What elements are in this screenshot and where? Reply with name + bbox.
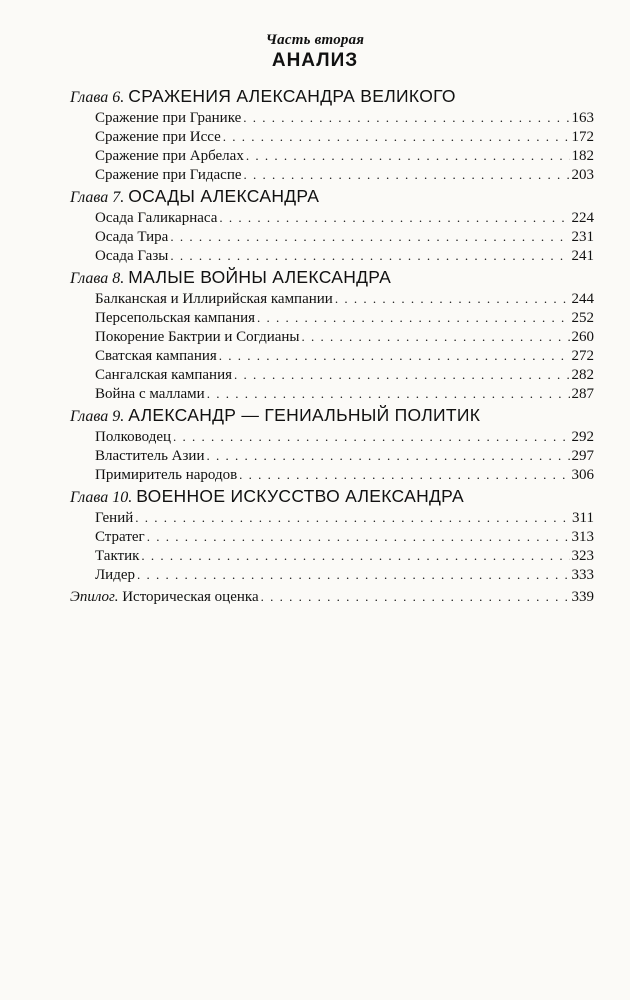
dot-leader: [207, 446, 570, 465]
toc-entry[interactable]: [70, 327, 594, 346]
entry-page: 323: [571, 548, 594, 564]
dot-leader: [302, 327, 570, 346]
chapter-label: Глава 7.: [70, 189, 129, 206]
toc-entry[interactable]: [70, 108, 594, 127]
toc-entry[interactable]: [70, 346, 594, 365]
entry-name: Сражение при Арбелах: [95, 148, 244, 164]
entry-name: Война с маллами: [95, 386, 205, 402]
entry-page: 311: [572, 510, 594, 526]
epilogue-name: Историческая оценка: [122, 589, 259, 605]
toc-entry[interactable]: [70, 527, 594, 546]
entry-name: Гений: [95, 510, 134, 526]
entry-page: 272: [571, 348, 594, 364]
dot-leader: [246, 146, 570, 165]
entry-name: Покорение Бактрии и Согдианы: [95, 329, 300, 345]
toc-entry[interactable]: [70, 165, 594, 184]
entry-page: 241: [571, 248, 594, 264]
toc-entry[interactable]: [70, 384, 594, 403]
chapter-heading[interactable]: [70, 184, 594, 208]
toc-entry[interactable]: [70, 427, 594, 446]
dot-leader: [173, 427, 569, 446]
dot-leader: [335, 289, 570, 308]
entry-page: 252: [571, 310, 594, 326]
toc-epilogue-entry[interactable]: [70, 586, 594, 608]
dot-leader: [261, 586, 570, 608]
toc-entry[interactable]: [70, 565, 594, 584]
entry-name: Сватская кампания: [95, 348, 217, 364]
toc-entry[interactable]: [70, 508, 594, 527]
dot-leader: [219, 208, 569, 227]
toc-entry[interactable]: [70, 246, 594, 265]
toc-entry[interactable]: [70, 446, 594, 465]
epilogue-page: 339: [571, 589, 594, 605]
dot-leader: [170, 227, 569, 246]
chapter-label: Глава 6.: [70, 89, 129, 106]
toc-entry[interactable]: [70, 546, 594, 565]
toc-entry[interactable]: [70, 127, 594, 146]
dot-leader: [170, 246, 569, 265]
chapter-heading[interactable]: [70, 265, 594, 289]
entry-name: Осада Галикарнаса: [95, 210, 218, 226]
part-label: Часть вторая: [265, 32, 365, 48]
dot-leader: [257, 308, 569, 327]
entry-name: Лидер: [95, 567, 135, 583]
chapter-title: ОСАДЫ АЛЕКСАНДРА: [128, 186, 320, 206]
entry-page: 231: [571, 229, 594, 245]
entry-page: 292: [571, 429, 594, 445]
toc-entry[interactable]: [70, 227, 594, 246]
entry-page: 313: [571, 529, 594, 545]
entry-name: Осада Газы: [95, 248, 169, 264]
chapter-label: Глава 8.: [70, 270, 129, 287]
chapter-title: АЛЕКСАНДР — ГЕНИАЛЬНЫЙ ПОЛИТИК: [128, 405, 481, 425]
entry-page: 224: [571, 210, 594, 226]
entry-name: Тактик: [95, 548, 140, 564]
chapter-heading[interactable]: [70, 403, 594, 427]
entry-name: Балканская и Иллирийская кампании: [95, 291, 333, 307]
entry-name: Властитель Азии: [95, 448, 205, 464]
chapter-title: ВОЕННОЕ ИСКУССТВО АЛЕКСАНДРА: [136, 486, 464, 506]
toc-entry[interactable]: [70, 365, 594, 384]
dot-leader: [141, 546, 569, 565]
toc-entry[interactable]: [70, 308, 594, 327]
dot-leader: [207, 384, 570, 403]
entry-page: 203: [571, 167, 594, 183]
chapter-title: СРАЖЕНИЯ АЛЕКСАНДРА ВЕЛИКОГО: [128, 86, 456, 106]
chapter-label: Глава 9.: [70, 408, 129, 425]
dot-leader: [137, 565, 570, 584]
entry-name: Сражение при Гранике: [95, 110, 242, 126]
dot-leader: [239, 465, 569, 484]
entry-page: 333: [571, 567, 594, 583]
dot-leader: [147, 527, 570, 546]
entry-name: Сражение при Иссе: [95, 129, 221, 145]
chapter-label: Глава 10.: [70, 489, 137, 506]
chapter-heading[interactable]: [70, 484, 594, 508]
dot-leader: [234, 365, 570, 384]
table-of-contents: [70, 84, 594, 608]
toc-entry[interactable]: [70, 146, 594, 165]
entry-page: 306: [571, 467, 594, 483]
entry-page: 172: [571, 129, 594, 145]
entry-page: 297: [571, 448, 594, 464]
dot-leader: [244, 165, 570, 184]
toc-entry[interactable]: [70, 208, 594, 227]
toc-entry[interactable]: [70, 465, 594, 484]
epilogue-label: Эпилог.: [70, 589, 119, 605]
entry-page: 260: [571, 329, 594, 345]
entry-name: Стратег: [95, 529, 145, 545]
dot-leader: [135, 508, 570, 527]
entry-name: Сражение при Гидаспе: [95, 167, 242, 183]
entry-page: 182: [571, 148, 594, 164]
part-title: АНАЛИЗ: [271, 50, 359, 71]
entry-page: 282: [571, 367, 594, 383]
dot-leader: [243, 108, 569, 127]
entry-name: Осада Тира: [95, 229, 169, 245]
dot-leader: [219, 346, 570, 365]
chapter-title: МАЛЫЕ ВОЙНЫ АЛЕКСАНДРА: [128, 267, 392, 287]
toc-entry[interactable]: [70, 289, 594, 308]
entry-name: Примиритель народов: [95, 467, 238, 483]
entry-page: 287: [571, 386, 594, 402]
entry-name: Полководец: [95, 429, 172, 445]
entry-page: 163: [571, 110, 594, 126]
entry-page: 244: [571, 291, 594, 307]
dot-leader: [223, 127, 570, 146]
entry-name: Сангалская кампания: [95, 367, 232, 383]
chapter-heading[interactable]: [70, 84, 594, 108]
entry-name: Персепольская кампания: [95, 310, 256, 326]
